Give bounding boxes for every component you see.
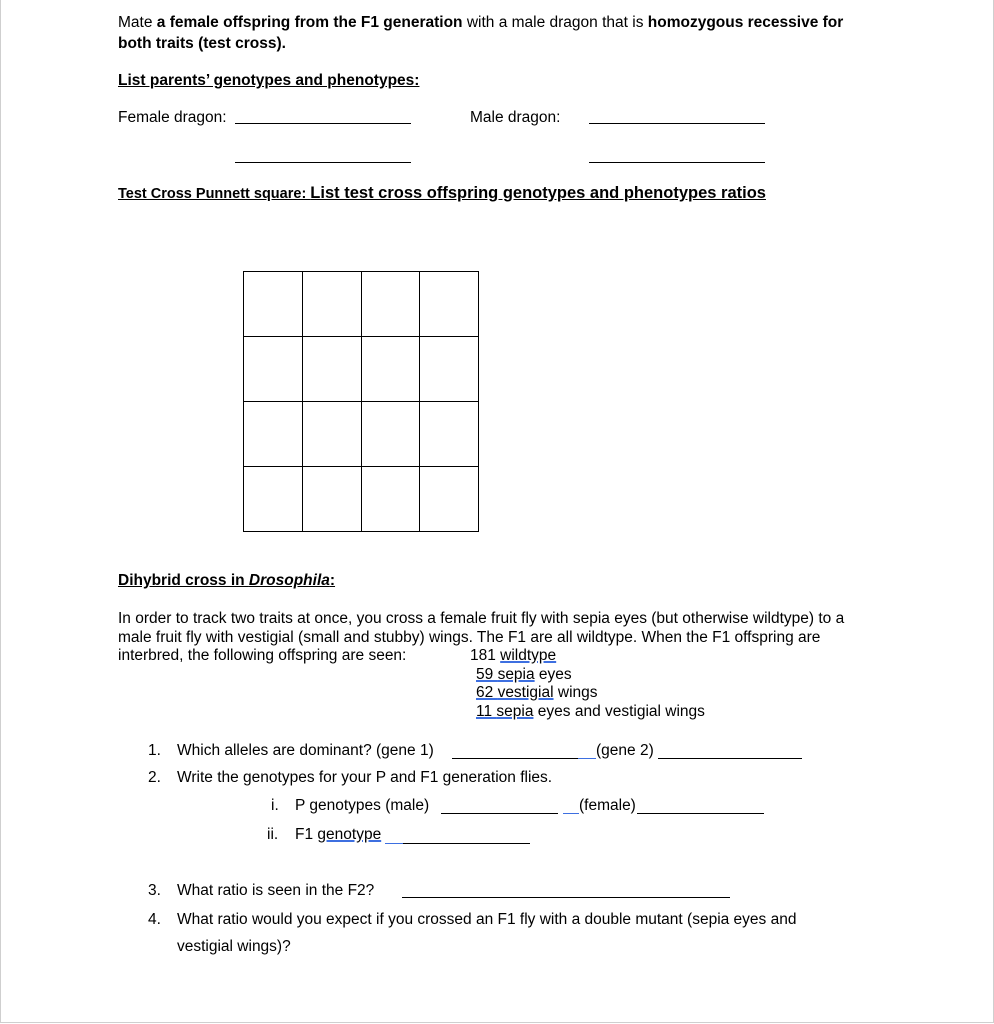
result-term: wildtype [500,647,557,664]
male-dragon-blank-1[interactable] [589,123,765,124]
punnett-cell[interactable] [244,337,303,402]
intro-bold-2: homozygous recessive for [647,14,844,31]
dihybrid-heading-c: : [329,572,336,589]
q2ii-f1-blank[interactable] [403,843,530,844]
q3-ratio-blank[interactable] [402,897,730,898]
punnett-cell[interactable] [420,467,479,532]
q2ii-number: ii. [267,826,279,843]
q3-text: What ratio is seen in the F2? [177,882,375,899]
q4-line-1: What ratio would you expect if you crossed an F1 fly with a double mutant (sepia eyes and [177,911,797,928]
dihybrid-para-line-2: male fruit fly with vestigial (small and stubby) wings. The F1 are all wildtype. When the F1 offspring are [118,629,821,646]
q1-gene2-blank[interactable] [658,758,802,759]
punnett-heading [118,184,766,203]
punnett-cell[interactable] [361,402,420,467]
dihybrid-heading [118,572,335,590]
dihybrid-para-line-3: interbred, the following offspring are seen: [118,647,407,664]
q1-gene2-label: (gene 2) [596,742,654,759]
intro-line-1 [118,14,843,32]
result-sepia [476,666,572,684]
q2i-male-blank-tracked [563,813,579,814]
q2i-female-blank[interactable] [637,813,764,814]
q2ii-text-a: F1 [295,826,318,843]
punnett-square [243,271,479,532]
intro-bold-3: both traits (test cross). [118,35,286,52]
female-dragon-blank-2[interactable] [235,162,411,163]
result-vestigial [476,684,598,702]
punnett-heading-a: Test Cross Punnett square: [118,186,311,202]
punnett-row [244,467,479,532]
dihybrid-heading-b: Drosophila [248,572,330,589]
punnett-cell[interactable] [302,402,361,467]
q4-number: 4. [148,911,161,928]
punnett-cell[interactable] [361,467,420,532]
result-double-mutant [476,703,705,721]
q1-number: 1. [148,742,161,759]
punnett-cell[interactable] [244,402,303,467]
male-dragon-blank-2[interactable] [589,162,765,163]
result-wildtype [470,647,556,665]
q2i-male-blank[interactable] [441,813,558,814]
q1-gene1-blank-tracked [578,758,596,759]
punnett-cell[interactable] [244,467,303,532]
q1-gene1-blank[interactable] [452,758,578,759]
result-rest: eyes and vestigial wings [533,703,705,720]
dihybrid-heading-a: Dihybrid cross in [118,572,249,589]
punnett-cell[interactable] [361,272,420,337]
punnett-cell[interactable] [420,402,479,467]
result-count: 59 [476,666,498,683]
q2i-text: P genotypes (male) [295,797,430,814]
female-dragon-label: Female dragon: [118,109,227,126]
result-term: vestigial [497,684,554,701]
punnett-heading-b: List test cross offspring genotypes and phenotypes ratios [310,184,766,202]
result-count: 62 [476,684,498,701]
result-count: 11 [476,703,497,720]
parents-heading: List parents’ genotypes and phenotypes: [118,72,420,89]
intro-text-2: with a male dragon that is [462,14,648,31]
q1-text: Which alleles are dominant? (gene 1) [177,742,434,759]
result-term: sepia [497,666,535,683]
punnett-cell[interactable] [302,337,361,402]
intro-bold-1: a female offspring from the F1 generation [156,14,463,31]
q3-number: 3. [148,882,161,899]
q2-number: 2. [148,769,161,786]
punnett-cell[interactable] [302,467,361,532]
punnett-row [244,402,479,467]
intro-text-1: Mate [118,14,157,31]
male-dragon-label: Male dragon: [470,109,561,126]
result-term: sepia [496,703,534,720]
intro-line-2 [118,35,286,53]
q2ii-text [295,826,381,844]
result-rest: wings [553,684,598,701]
q2i-female-label: (female) [579,797,636,814]
result-count: 181 [470,647,501,664]
q2i-number: i. [271,797,279,814]
punnett-row [244,272,479,337]
q2ii-blank-tracked [385,843,403,844]
punnett-cell[interactable] [420,272,479,337]
punnett-row [244,337,479,402]
punnett-cell[interactable] [244,272,303,337]
punnett-cell[interactable] [420,337,479,402]
q2-text: Write the genotypes for your P and F1 generation flies. [177,769,553,786]
result-rest: eyes [534,666,572,683]
punnett-cell[interactable] [302,272,361,337]
female-dragon-blank-1[interactable] [235,123,411,124]
punnett-cell[interactable] [361,337,420,402]
q2ii-text-b: genotype [317,826,382,843]
q4-line-2: vestigial wings)? [177,938,291,955]
dihybrid-para-line-1: In order to track two traits at once, you cross a female fruit fly with sepia eyes (but otherwise wildtype) to a [118,610,845,627]
